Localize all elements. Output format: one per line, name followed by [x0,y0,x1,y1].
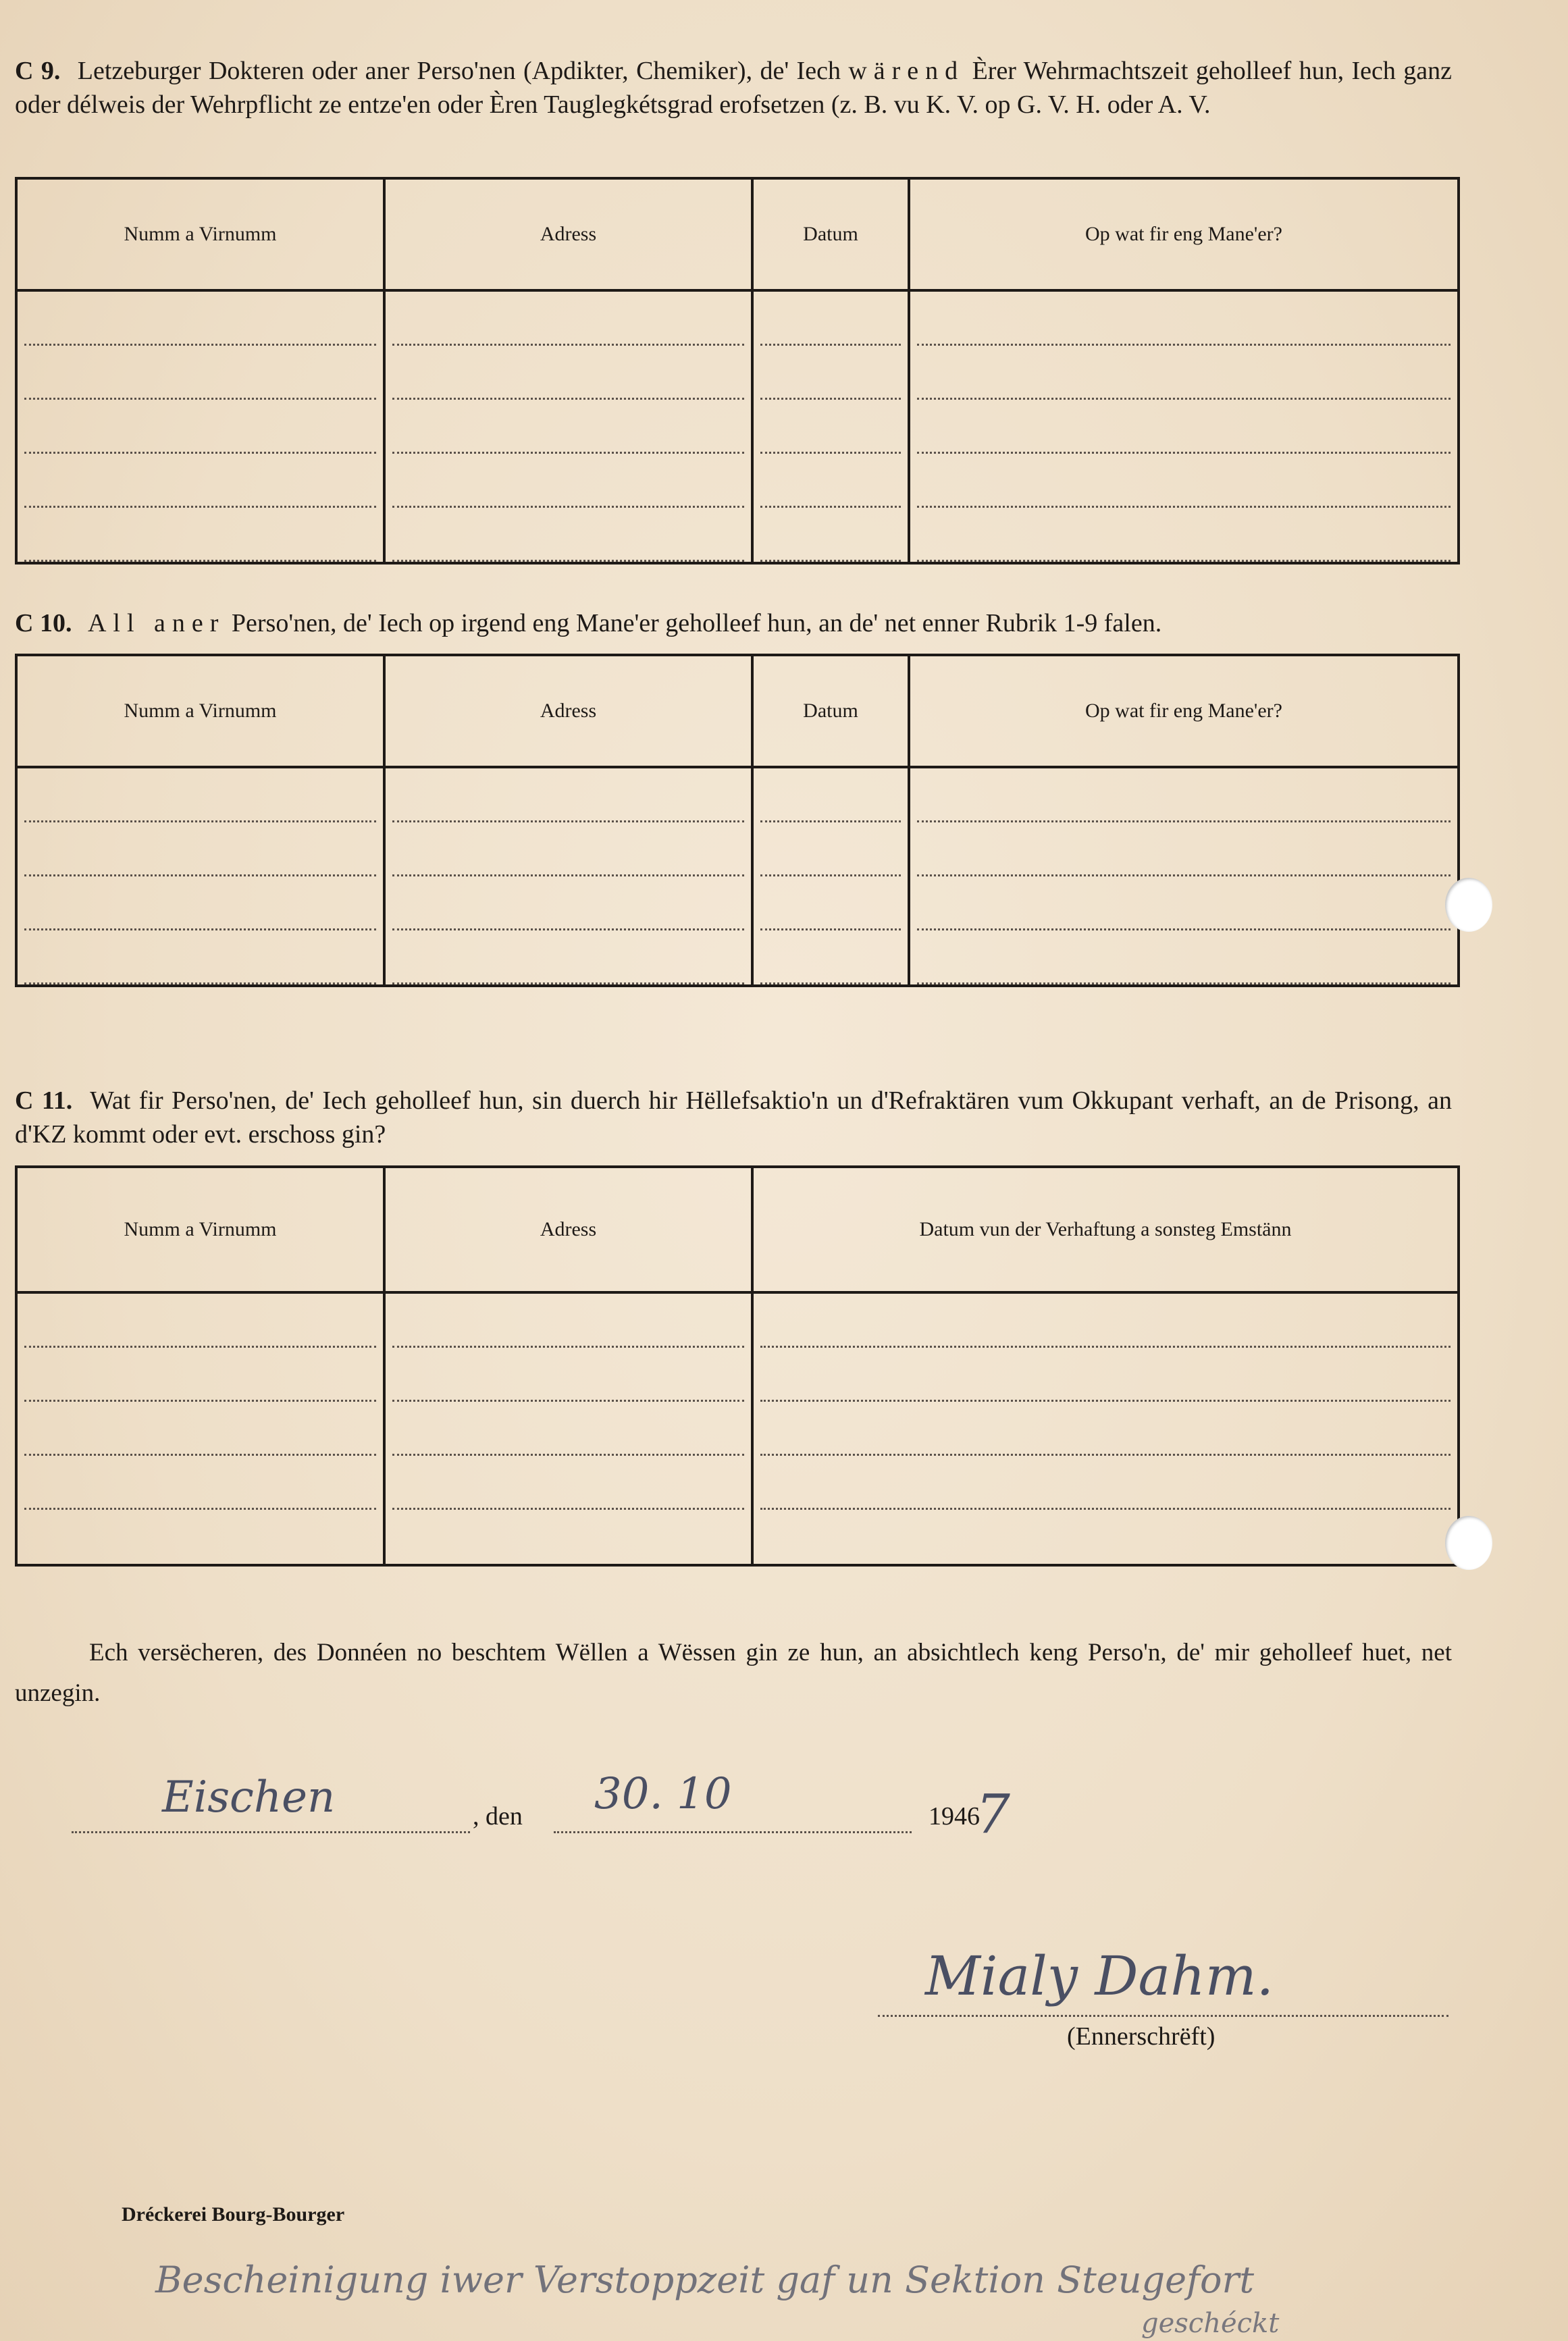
place-line[interactable] [72,1831,470,1833]
c9-col-address: Adress [384,178,752,290]
signature-line[interactable] [878,2015,1448,2017]
c11-question [15,1084,1452,1151]
c9-date-cell[interactable] [752,290,909,563]
c9-text-a: Letzeburger Dokteren oder aner Perso'nen (Apdikter, Chemiker), de' Iech [77,57,841,85]
c11-address-cell[interactable] [384,1292,752,1565]
c11-header-row [16,1167,1459,1292]
c10-name-cell[interactable] [16,767,384,986]
c10-text-spaced: All aner [87,609,226,637]
c10-code: C 10. [15,609,72,637]
c10-col-date: Datum [752,655,909,767]
c10-manner-cell[interactable] [909,767,1459,986]
c9-col-date: Datum [752,178,909,290]
bottom-note-line2: geschéckt [1141,2308,1280,2339]
date-handwritten: 30. 10 [594,1769,732,1819]
printer-imprint: Dréckerei Bourg-Bourger [122,2203,345,2226]
c10-text-b: Perso'nen, de' Iech op irgend eng Mane'er geholleef hun, an de' net enner Rubrik 1-9 falen. [231,609,1162,637]
den-label: , den [473,1802,523,1831]
place-handwritten: Eischen [162,1772,336,1822]
c11-col-name: Numm a Virnumm [16,1167,384,1292]
bottom-note-handwritten: Bescheinigung iwer Verstoppzeit gaf un Sektion Steugefort [155,2259,1255,2301]
date-line[interactable] [554,1831,912,1833]
c11-text: Wat fir Perso'nen, de' Iech geholleef hun, sin duerch hir Hëllefsaktio'n un d'Refraktären vum Okkupant verhaft, an de Prisong, an d'KZ kommt oder evt. erschoss gin? [15,1086,1452,1149]
c11-code: C 11. [15,1086,73,1115]
punch-hole-upper [1445,878,1492,932]
c9-col-name: Numm a Virnumm [16,178,384,290]
c10-entry-row [16,767,1459,986]
c11-entry-row [16,1292,1459,1565]
year-printed: 1946 [929,1802,980,1831]
c11-table [15,1165,1460,1567]
c9-address-cell[interactable] [384,290,752,563]
c10-col-manner: Op wat fir eng Mane'er? [909,655,1459,767]
declaration-text: Ech versëcheren, des Donnéen no beschtem Wëllen a Wëssen gin ze hun, an absichtlech keng Perso'n, de' mir geholleef huet, net unzegin. [15,1639,1452,1707]
c10-col-name: Numm a Virnumm [16,655,384,767]
c9-header-row [16,178,1459,290]
c10-header-row [16,655,1459,767]
c9-code: C 9. [15,57,61,85]
c9-table [15,177,1460,564]
c10-date-cell[interactable] [752,767,909,986]
c11-col-arrest-date: Datum vun der Verhaftung a sonsteg Emstänn [752,1167,1459,1292]
signature-label: (Ennerschrëft) [1067,2022,1216,2051]
punch-hole-lower [1445,1516,1492,1570]
c10-question [15,606,1452,640]
c9-text-b: Èrer Wehrmachtszeit geholleef hun, Iech ganz oder délweis der Wehrpflicht ze entze'en oder Èren Tauglegkétsgrad erofsetzen (z. B. vu K. V. op G. V. H. oder A. V. [15,57,1453,119]
c10-table [15,654,1460,987]
c9-manner-cell[interactable] [909,290,1459,563]
c9-name-cell[interactable] [16,290,384,563]
c9-entry-row [16,290,1459,563]
c10-address-cell[interactable] [384,767,752,986]
c10-col-address: Adress [384,655,752,767]
c11-col-address: Adress [384,1167,752,1292]
c9-col-manner: Op wat fir eng Mane'er? [909,178,1459,290]
c9-text-spaced: wärend [848,57,965,85]
c11-arrest-cell[interactable] [752,1292,1459,1565]
c9-question [15,54,1452,122]
year-correction: 7 [976,1783,1010,1845]
c11-name-cell[interactable] [16,1292,384,1565]
signature-handwritten: Mialy Dahm. [925,1945,1274,2007]
